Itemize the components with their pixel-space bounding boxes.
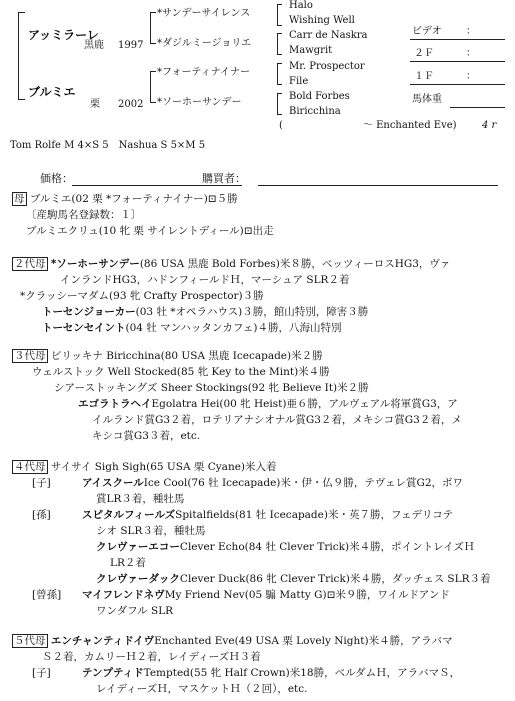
dam-line-2: 〔産駒馬名登録数：１〕 <box>26 209 142 221</box>
gen5-line-2: Ｓ２着，カムリーＨ２着，レイディーズＨ３着 <box>42 651 261 663</box>
gen4-line-2: Ice Cool(76 牡 Icecapade)米・伊・仏９勝，テヴェレ賞G2，ボワ <box>143 477 464 489</box>
gen4-l6-name: クレヴァーエコー <box>96 541 180 553</box>
gen4-line-3: 賞LR３着，種牡馬 <box>96 493 185 505</box>
dam-dam: *ソーホーサンデー <box>157 97 242 108</box>
gg-brace-1 <box>277 4 282 26</box>
dam-color: 栗 <box>90 99 100 110</box>
gen4-line-4: Spitalfields(81 牡 Icecapade)米・英７勝，フェデリコテ <box>175 509 454 521</box>
pedigree-brace-left <box>18 12 25 100</box>
buyer-field[interactable] <box>258 185 498 186</box>
gg-brace-2 <box>277 33 282 55</box>
sire-name: アッミラーレ <box>28 28 99 42</box>
gen4-line-5: シオ SLR３着，種牡馬 <box>96 525 206 537</box>
f2-field[interactable] <box>410 61 505 62</box>
video-label: ビデオ <box>412 26 442 37</box>
dam-line-3: ブルミエクリュ(10 牝 栗 サイレントディール)⊡出走 <box>26 225 274 237</box>
gen3-section <box>12 349 507 449</box>
gen4-section <box>12 460 507 620</box>
gg-8: Biricchina <box>289 106 341 117</box>
gen2-tag: ２代母 <box>14 258 46 270</box>
gen2-l4-name: トーセンジョーカー <box>42 306 136 318</box>
f2-label: ２Ｆ <box>414 48 434 59</box>
gg-4: Mawgrit <box>289 45 333 56</box>
family-note: ( ～ Enchanted Eve) <box>279 120 457 131</box>
gen5-line-3: Tempted(55 牝 Half Crown)米18勝，ベルダムＨ，アラバマＳ， <box>143 667 461 679</box>
gen3-line-1: ビリッキナ Biricchina(80 USA 黒鹿 Icecapade)米２勝 <box>50 350 323 362</box>
gen3-l4-name: エゴラトラヘイ <box>78 398 152 410</box>
gen3-line-5: イルランド賞G3２着，ロテリアナシオナル賞G3２着，メキシコ賞G3２着，メ <box>92 414 462 426</box>
gen3-line-3: シアーストッキングズ Sheer Stockings(92 牝 Believe It)米２勝 <box>54 382 369 394</box>
gen2-section <box>12 257 507 337</box>
dam-name: ブルミエ <box>28 85 76 99</box>
gen4-tag: ４代母 <box>14 461 46 473</box>
gg-6: File <box>289 76 309 87</box>
gen2-line-5: (04 牡 マンハッタンカフェ)４勝，八海山特別 <box>125 322 342 334</box>
gen2-name: *ソーホーサンデー <box>50 258 140 270</box>
gen5-line-4: レイディーズＨ，マスケットＨ（２回），etc. <box>96 683 308 695</box>
gen2-line-3: *クラッシーマダム(93 牝 Crafty Prospector)３勝 <box>20 290 264 302</box>
f1-label: １Ｆ <box>414 71 434 82</box>
sire-color: 黒鹿 <box>84 40 104 51</box>
gen4-l4-name: スピタルフィールズ <box>82 509 176 521</box>
dam-line-1: ブルミエ(02 栗 *フォーティナイナー)⊡５勝 <box>29 193 238 205</box>
gen4-ko-tag: [子] <box>32 477 51 489</box>
weight-label: 馬体重 <box>412 94 442 105</box>
gen3-line-2: ウェルストック Well Stocked(85 牝 Key to the Mint)米４勝 <box>32 366 330 378</box>
gg-2: Wishing Well <box>289 15 355 26</box>
gen2-l5-name: トーセンセイント <box>42 322 126 334</box>
buyer-label: 購買者： <box>202 172 246 185</box>
dam-section <box>12 192 507 242</box>
gen4-hiso-tag: [曾孫] <box>32 589 62 601</box>
sire-dam: *ダジルミージョリエ <box>157 38 252 49</box>
f1-colon: ： <box>466 71 476 82</box>
family-number: 4 r <box>482 120 497 131</box>
gen4-l2-name: アイスクール <box>82 477 144 489</box>
f2-colon: ： <box>466 48 476 59</box>
gg-3: Carr de Naskra <box>289 30 368 41</box>
gg-5: Mr. Prospector <box>289 61 365 72</box>
sire-sire: *サンデーサイレンス <box>157 8 251 19</box>
gen4-line-6: Clever Echo(84 牡 Clever Trick)米４勝，ポイントレイズＨ <box>179 541 475 553</box>
dam-year: 2002 <box>118 99 144 110</box>
dam-sire: *フォーティナイナー <box>157 67 250 78</box>
gen3-line-4: Egolatra Hei(00 牝 Heist)亜６勝，アルヴェアル将軍賞G3，ア <box>151 398 458 410</box>
pedigree-brace-sire <box>150 12 156 44</box>
video-field[interactable] <box>410 39 505 40</box>
gg-brace-4 <box>277 93 282 115</box>
gen5-line-1: Enchanted Eve(49 USA 栗 Lovely Night)米４勝，アラバマ <box>154 635 453 647</box>
video-colon: ： <box>466 26 476 37</box>
gen5-section <box>12 634 507 700</box>
gen2-line-2: インランドHG3，ハドンフィールドＨ，マーシュア SLR２着 <box>60 274 350 286</box>
gg-7: Bold Forbes <box>289 91 350 102</box>
dam-tag: 母 <box>14 193 25 205</box>
price-label: 価格： <box>40 172 73 185</box>
gen3-line-6: キシコ賞G3３着，etc. <box>92 430 201 442</box>
gen5-tag: ５代母 <box>14 635 46 647</box>
gen5-l1-name: エンチャンティドイヴ <box>50 635 155 647</box>
gen4-l9-name: マイフレンドネヴ <box>82 589 165 601</box>
gen4-line-9: My Friend Nev(05 騸 Matty G)⊡米９勝，ワイルドアンド <box>164 589 450 601</box>
gen5-l3-name: テンプティド <box>82 667 144 679</box>
pedigree-brace-dam <box>150 71 156 103</box>
gg-1: Halo <box>289 0 313 11</box>
gen4-line-10: ワンダフル SLR <box>96 605 174 617</box>
sire-year: 1997 <box>118 40 144 51</box>
gen4-l8-name: クレヴァーダック <box>96 573 180 585</box>
gen2-line-1: (86 USA 黒鹿 Bold Forbes)米８勝，ベッツィーロスHG3，ヴァ <box>139 258 451 270</box>
gg-brace-3 <box>277 63 282 85</box>
gen4-line-1: サイサイ Sigh Sigh(65 USA 栗 Cyane)米入着 <box>50 461 277 473</box>
gen2-line-4: (03 牡 *オペラハウス)３勝，館山特別，障害３勝 <box>135 306 369 318</box>
f1-field[interactable] <box>410 84 505 85</box>
gen4-mago-tag: [孫] <box>32 509 51 521</box>
weight-field[interactable] <box>450 107 505 108</box>
gen3-tag: ３代母 <box>14 350 46 362</box>
price-field[interactable] <box>72 185 242 186</box>
inbreeding: Tom Rolfe M 4×S 5 Nashua S 5×M 5 <box>10 140 206 151</box>
gen4-line-8: Clever Duck(86 牝 Clever Trick)米４勝，ダッチェス SLR３着 <box>179 573 491 585</box>
gen5-ko-tag: [子] <box>32 667 51 679</box>
gen4-line-7: LR２着 <box>110 557 146 569</box>
